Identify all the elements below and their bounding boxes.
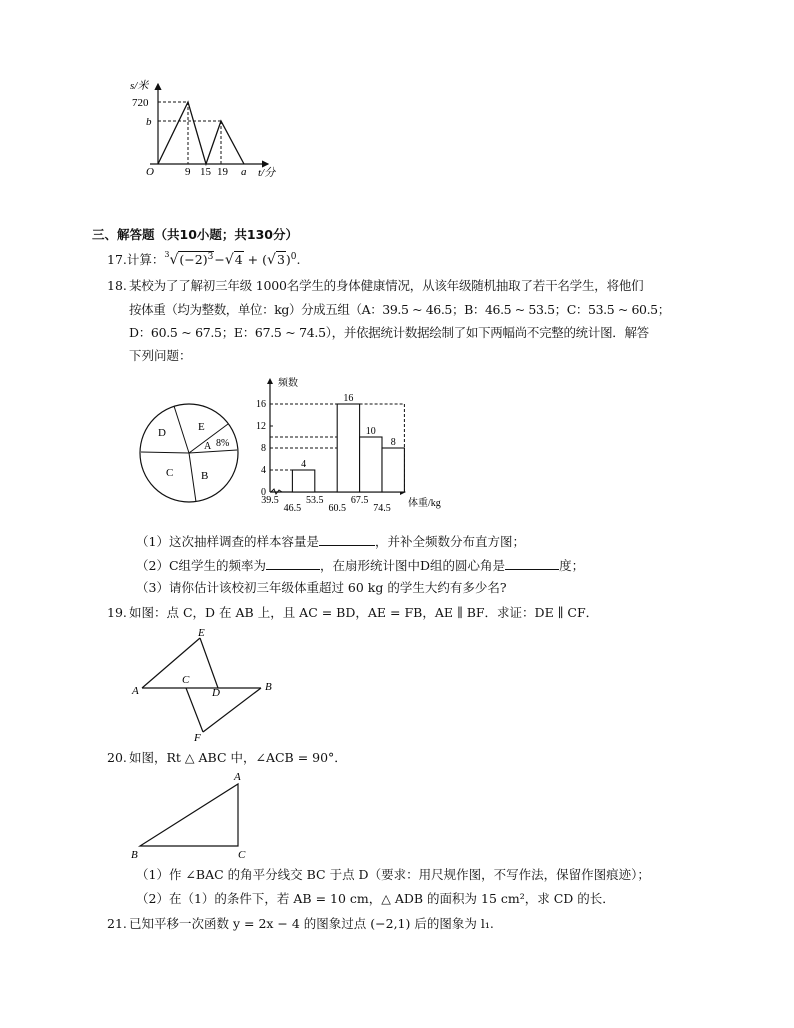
q17-root3: 3	[276, 252, 285, 268]
q21-text: 已知平移一次函数 y = 2x − 4 的图象过点 (−2,1) 后的图象为 l₁.	[129, 916, 494, 931]
q18-sub1-blank[interactable]	[319, 533, 375, 546]
hist-x-tick-53.5: 53.5	[306, 495, 324, 506]
q19-text: 如图：点 C，D 在 AB 上，且 AC = BD，AE = FB，AE ∥ BF．求证：DE ∥ CF．	[129, 605, 599, 620]
tick-720: 720	[132, 97, 149, 109]
segment-fc	[186, 688, 203, 732]
q17-end: .	[296, 252, 301, 268]
origin-label: O	[146, 166, 154, 178]
pie-label-a: A	[204, 441, 212, 452]
pie-divider-de	[174, 406, 189, 453]
pie-divider-bc	[189, 453, 196, 502]
distance-time-graph	[120, 76, 290, 184]
q18-sub3: （3）请你估计该校初三年级体重超过 60 kg 的学生大约有多少名?	[136, 580, 507, 595]
point-e-label: E	[198, 627, 205, 639]
point-b-label: B	[265, 681, 272, 693]
q17-exp0: 0	[290, 252, 297, 262]
hist-y-tick-8: 8	[261, 443, 266, 454]
pie-label-a-percent: 8%	[216, 438, 230, 449]
q18-number: 18.	[107, 278, 127, 293]
hist-y-tick-12: 12	[256, 421, 266, 432]
pie-label-b: B	[201, 470, 209, 482]
q17-root1: $(-2)^3$	[179, 252, 214, 268]
q18-sub2-text-c: 度；	[559, 558, 585, 573]
hist-x-tick-67.5: 67.5	[350, 495, 369, 506]
hist-y-arrow	[267, 378, 273, 384]
point-d-label: D	[212, 687, 220, 699]
tick-15: 15	[200, 166, 211, 178]
q17-close: )	[285, 252, 291, 268]
hist-x-tick-74.5: 74.5	[373, 503, 391, 514]
q20-figure	[128, 770, 258, 862]
q18-sub2-text-a: （2）C组学生的频率为	[136, 558, 267, 573]
pie-label-d: D	[158, 427, 166, 439]
pie-label-e: E	[198, 421, 205, 433]
hist-bar-1	[337, 404, 359, 492]
q17-root2: 4	[234, 252, 243, 268]
hist-bar-2	[360, 437, 382, 492]
point-c-label: C	[238, 849, 246, 861]
q18-line4: 下列问题：	[129, 348, 192, 363]
hist-x-tick-60.5: 60.5	[328, 503, 346, 514]
tick-9: 9	[185, 166, 191, 178]
triangle-abc	[140, 784, 238, 846]
hist-y-tick-4: 4	[261, 465, 266, 476]
hist-bar-3	[382, 448, 404, 492]
hist-bar-label-0: 4	[301, 459, 307, 470]
hist-bar-label-2: 10	[365, 426, 376, 437]
tick-a: a	[241, 166, 247, 178]
q18-sub1-text-a: （1）这次抽样调查的样本容量是	[136, 534, 319, 549]
question-17: 17.计算：$^3√(-2)^3-√4 + (√3)^0$.	[107, 250, 301, 269]
q18-line2: 按体重（均为整数，单位：kg）分成五组（A：39.5 ~ 46.5；B：46.5 ~ 53.5；C：53.5 ~ 60.5；	[129, 302, 670, 317]
segment-ed	[200, 638, 218, 688]
q18-line1: 某校为了了解初三年级 1000名学生的身体健康情况，从该年级随机抽取了若干名学生，将他们	[129, 278, 644, 293]
graph-line	[158, 102, 244, 164]
point-a-label: A	[234, 771, 241, 783]
hist-x-tick-39.5: 39.5	[261, 495, 279, 506]
q17-number: 17.	[107, 252, 127, 268]
q20-number: 20.	[107, 750, 127, 765]
hist-y-label: 频数	[278, 378, 298, 389]
q20-sub2: （2）在（1）的条件下，若 AB = 10 cm，△ ADB 的面积为 15 cm²，求 CD 的长．	[136, 891, 615, 906]
q17-prefix: 计算：	[126, 252, 165, 268]
hist-x-label: 体重/kg	[408, 498, 441, 509]
q20-sub1: （1）作 ∠BAC 的角平分线交 BC 于点 D（要求：用尺规作图，不写作法，保留作图痕迹）；	[136, 867, 650, 882]
q18-sub1	[136, 533, 525, 550]
q18-sub2-text-b: ，在扇形统计图中D组的圆心角是	[320, 558, 506, 573]
hist-y-tick-16: 16	[256, 399, 266, 410]
q17-root-index: 3	[164, 250, 170, 259]
hist-bar-0	[292, 470, 314, 492]
q19-figure	[128, 624, 288, 744]
q18-sub2	[136, 557, 584, 574]
q20-text: 如图，Rt △ ABC 中，∠ACB = 90°．	[129, 750, 347, 765]
hist-bar-label-1: 16	[343, 393, 354, 404]
q18-sub2-blank2[interactable]	[505, 557, 559, 570]
q18-sub1-text-b: ，并补全频数分布直方图；	[374, 534, 525, 549]
q21-number: 21.	[107, 916, 127, 931]
y-axis-label: s/米	[130, 80, 149, 92]
q18-sub2-blank1[interactable]	[266, 557, 320, 570]
pie-divider-ab	[189, 450, 237, 453]
section-title: 三、解答题（共10小题；共130分）	[92, 227, 298, 242]
point-f-label: F	[194, 732, 201, 744]
hist-x-tick-46.5: 46.5	[283, 503, 302, 514]
point-b-label: B	[131, 849, 138, 861]
hist-bar-label-3: 8	[390, 437, 396, 448]
pie-label-c: C	[166, 467, 174, 479]
pie-divider-cd	[141, 452, 189, 453]
pie-chart	[136, 400, 242, 506]
q17-minus: −	[214, 252, 225, 268]
hist-y-tick-0: 0	[261, 487, 266, 498]
x-axis-label: t/分	[258, 167, 276, 179]
point-a-label: A	[132, 685, 139, 697]
histogram-chart	[254, 376, 454, 514]
q19-number: 19.	[107, 605, 127, 620]
tick-19: 19	[217, 166, 228, 178]
segment-ae	[142, 638, 200, 688]
q18-line3: D：60.5 ~ 67.5；E：67.5 ~ 74.5），并依据统计数据绘制了如下两幅尚不完整的统计图．解答	[129, 325, 649, 340]
point-c-label: C	[182, 674, 190, 686]
q17-plus: + (	[243, 252, 268, 268]
tick-b: b	[146, 116, 152, 128]
